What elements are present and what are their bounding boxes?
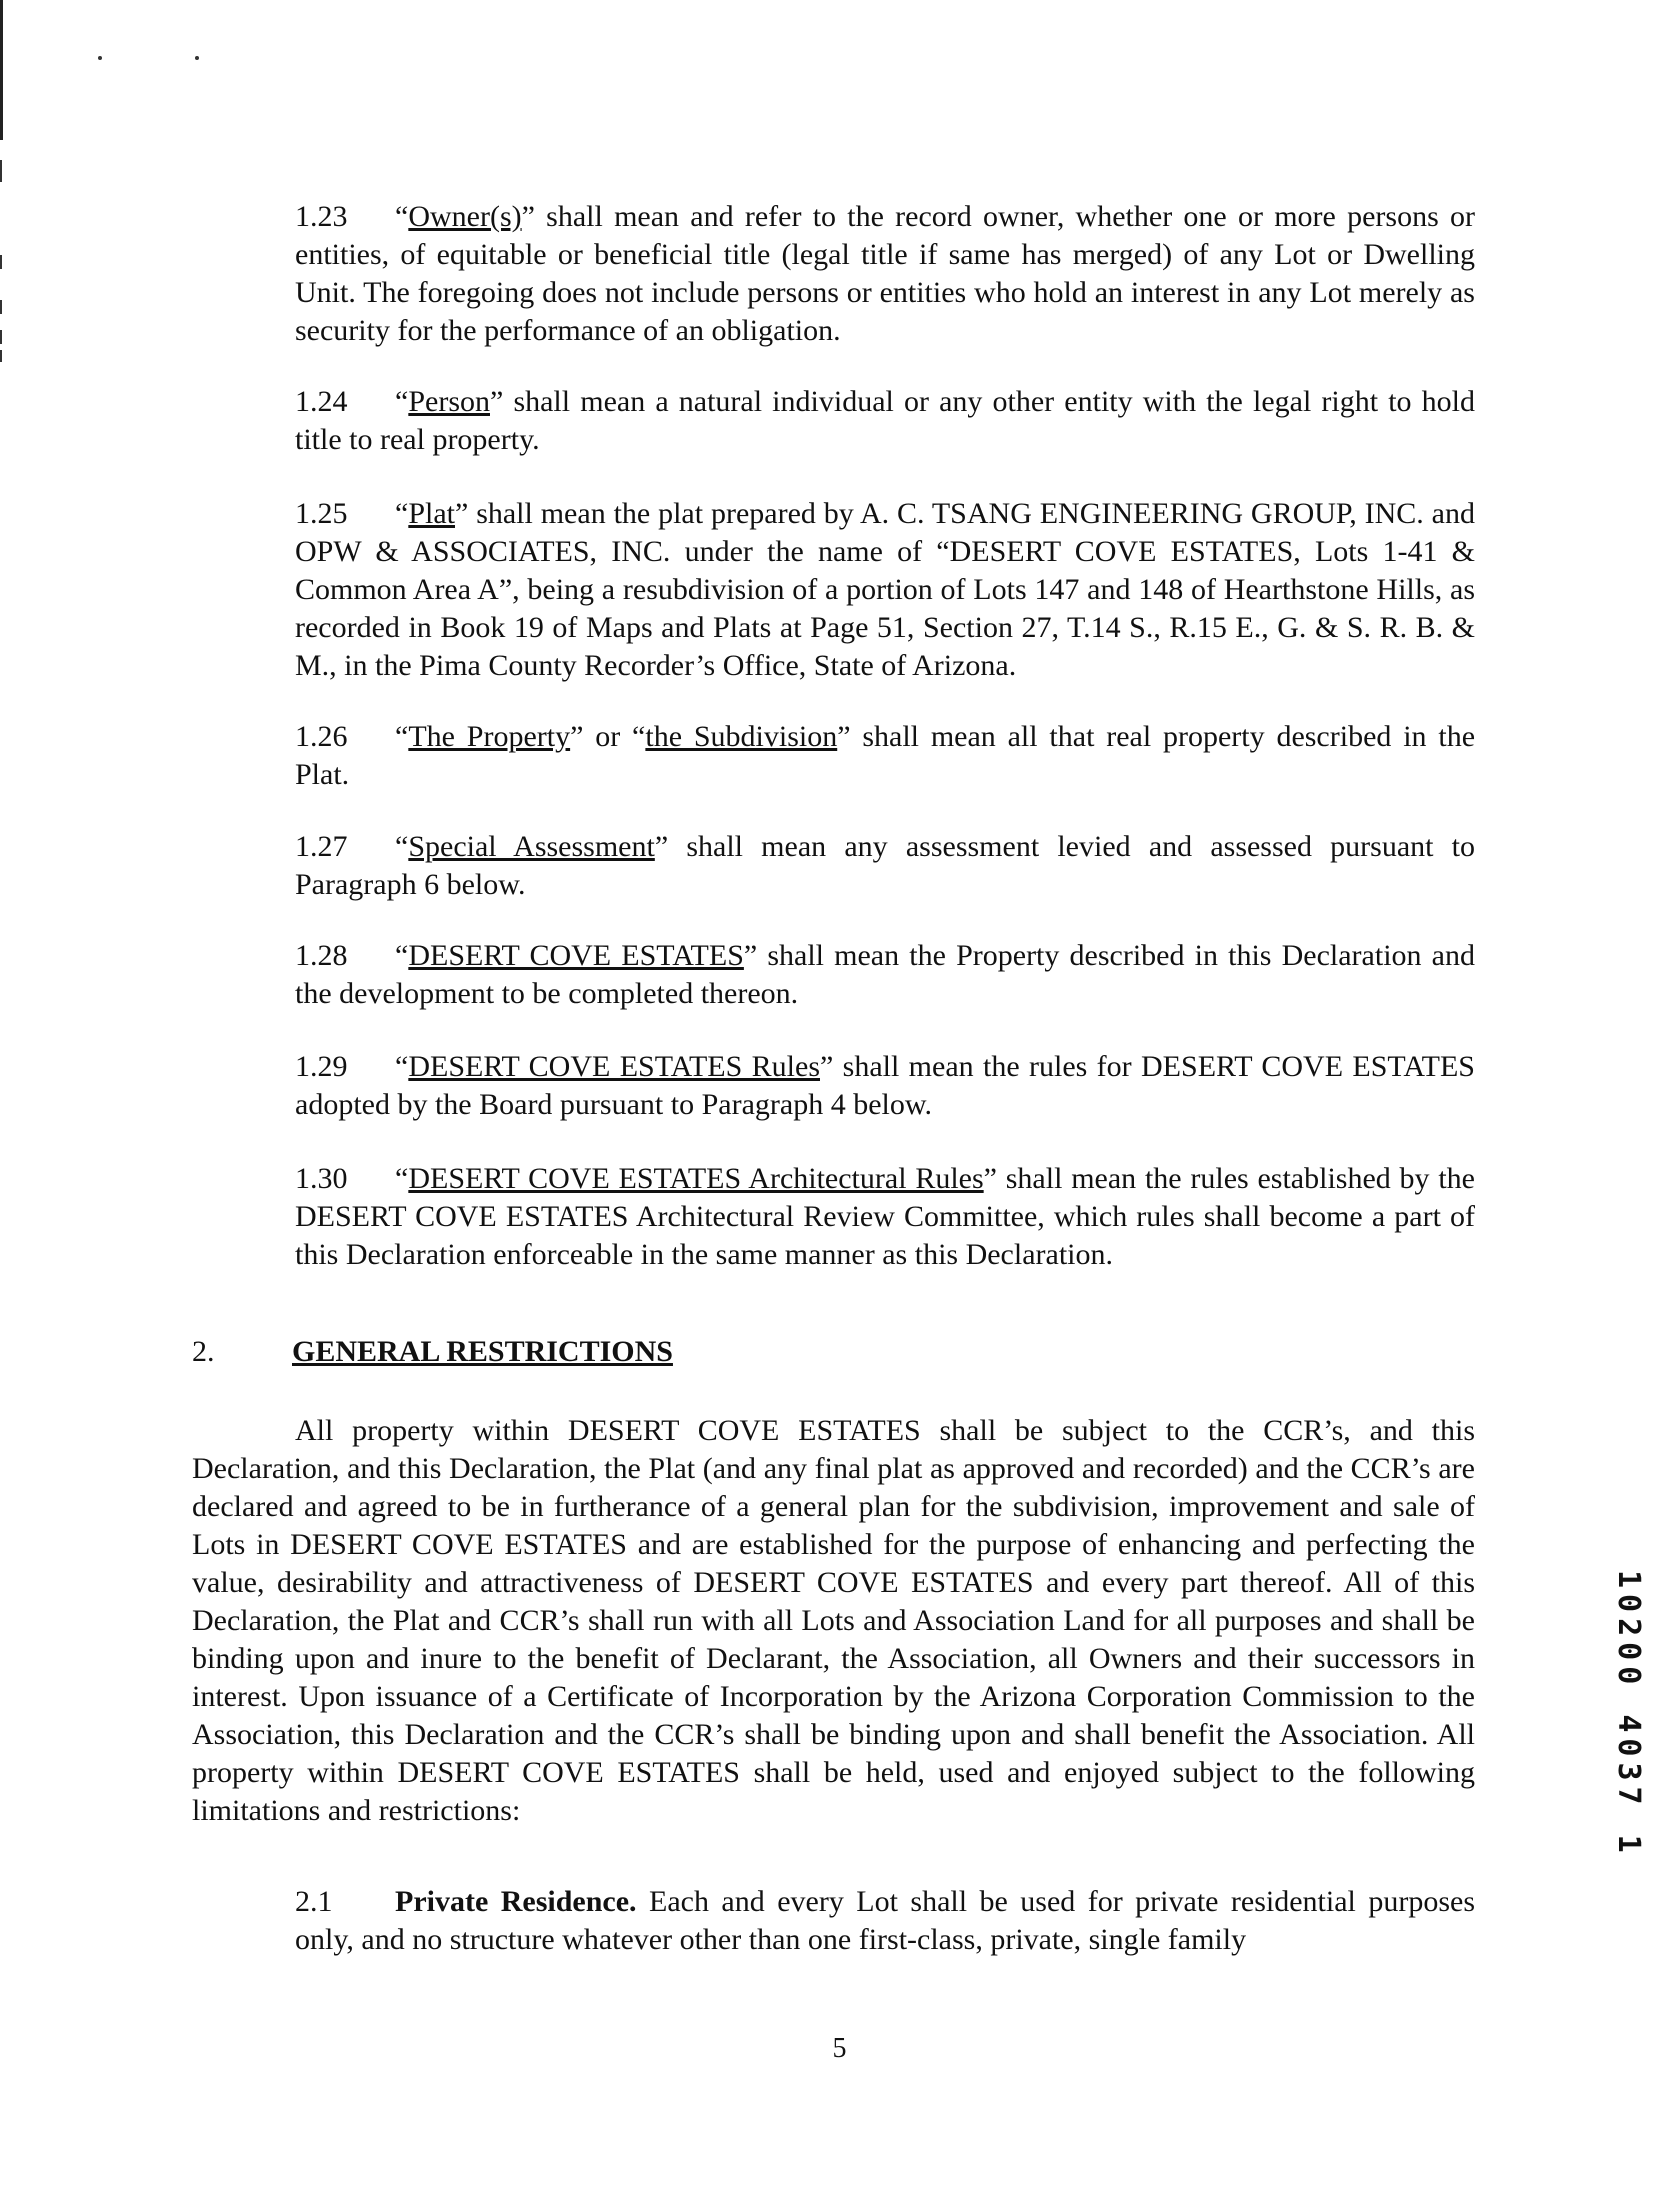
- defined-term: Person: [408, 385, 490, 418]
- defined-term: The Property: [408, 720, 571, 753]
- general-paragraph-text: All property within DESERT COVE ESTATES shall be subject to the CCR’s, and this Declaration, and this Declaration, the Plat (and any final plat as approved and recorded) and the CCR’s are declared and agreed to be in furtherance of a general plan for the subdivision, improvement and sale of Lots in DESERT COVE ESTATES and are established for the purpose of enhancing and perfecting the value, desirability and attractiveness of DESERT COVE ESTATES and every part thereof. All of this Declaration, the Plat and CCR’s shall run with all Lots and Association Land for all purposes and shall be binding upon and inure to the benefit of Declarant, the Association, all Owners and their successors in interest. Upon issuance of a Certificate of Incorporation by the Arizona Corporation Commission to the Association, this Declaration and the CCR’s shall be binding upon and shall benefit the Association. All property within DESERT COVE ESTATES shall be held, used and enjoyed subject to the following limitations and restrictions:: [192, 1414, 1475, 1827]
- scan-edge-dash: [0, 350, 2, 362]
- page-number: 5: [832, 2033, 847, 2064]
- definition-text: ” shall mean the Property described in this Declaration and the development to be completed thereon.: [295, 939, 1475, 1010]
- section-number: 1.30: [295, 1162, 348, 1195]
- recording-stamp: [1610, 1570, 1650, 1870]
- definition-text: “: [395, 830, 409, 863]
- definition-text: “: [395, 1162, 409, 1195]
- definition-text: “: [395, 1050, 409, 1083]
- section-number: 2.1: [295, 1885, 333, 1918]
- scan-edge-dash: [0, 330, 2, 344]
- heading-title: GENERAL RESTRICTIONS: [292, 1335, 673, 1368]
- section-1-23: [295, 198, 1475, 350]
- section-2-1: [295, 1883, 1475, 1959]
- scan-edge-dash: [0, 160, 2, 182]
- defined-term: Owner(s): [408, 200, 522, 233]
- section-number: 1.29: [295, 1050, 348, 1083]
- section-number: 1.23: [295, 200, 348, 233]
- defined-term: Special Assessment: [408, 830, 655, 863]
- subsection-text: Each and every Lot shall be used for private residential purposes only, and no structure whatever other than one first-class, private, single family: [295, 1885, 1475, 1956]
- definition-text: ” shall mean any assessment levied and assessed pursuant to Paragraph 6 below.: [295, 830, 1475, 901]
- scan-edge-line: [0, 0, 3, 140]
- section-1-26: [295, 718, 1475, 794]
- subsection-title: Private Residence.: [395, 1885, 637, 1918]
- scan-edge-dash: [0, 255, 2, 269]
- definition-text: ” shall mean the rules established by the DESERT COVE ESTATES Architectural Review Committee, which rules shall become a part of this Declaration enforceable in the same manner as this Declaration.: [295, 1162, 1475, 1271]
- defined-term: the Subdivision: [645, 720, 838, 753]
- scan-speck: [195, 56, 199, 60]
- definition-text: ” shall mean the rules for DESERT COVE ESTATES adopted by the Board pursuant to Paragraph 4 below.: [295, 1050, 1475, 1121]
- defined-term: DESERT COVE ESTATES: [408, 939, 744, 972]
- defined-term: Plat: [408, 497, 455, 530]
- definition-text: ” shall mean and refer to the record owner, whether one or more persons or entities, of equitable or beneficial title (legal title if same has merged) of any Lot or Dwelling Unit. The foregoing does not include persons or entities who hold an interest in any Lot merely as security for the performance of an obligation.: [295, 200, 1475, 347]
- section-1-29: [295, 1048, 1475, 1124]
- section-1-28: [295, 937, 1475, 1013]
- definition-text: “: [395, 720, 409, 753]
- section-1-24: [295, 383, 1475, 459]
- definition-text: “: [395, 939, 409, 972]
- section-number: 1.26: [295, 720, 348, 753]
- definition-text: ” or “: [570, 720, 646, 753]
- definition-text: ” shall mean the plat prepared by A. C. TSANG ENGINEERING GROUP, INC. and OPW & ASSOCIATES, INC. under the name of “DESERT COVE ESTATES, Lots 1-41 & Common Area A”, being a resubdivision of a portion of Lots 147 and 148 of Hearthstone Hills, as recorded in Book 19 of Maps and Plats at Page 51, Section 27, T.14 S., R.15 E., G. & S. R. B. & M., in the Pima County Recorder’s Office, State of Arizona.: [295, 497, 1475, 682]
- defined-term: DESERT COVE ESTATES Rules: [408, 1050, 820, 1083]
- definition-text: ” shall mean all that real property described in the Plat.: [295, 720, 1476, 791]
- general-restrictions-paragraph: [192, 1412, 1475, 1830]
- recording-stamp-text: 10200 4037 1: [1611, 1570, 1646, 1859]
- section-number: 1.27: [295, 830, 348, 863]
- scan-edge-dash: [0, 300, 2, 314]
- section-1-25: [295, 495, 1475, 685]
- section-number: 1.28: [295, 939, 348, 972]
- definition-text: ” shall mean a natural individual or any other entity with the legal right to hold title to real property.: [295, 385, 1475, 456]
- section-1-30: [295, 1160, 1475, 1274]
- definition-text: “: [395, 385, 409, 418]
- section-heading: [192, 1333, 673, 1371]
- section-number: 1.24: [295, 385, 348, 418]
- section-number: 1.25: [295, 497, 348, 530]
- scan-speck: [98, 56, 102, 60]
- definition-text: “: [395, 200, 409, 233]
- defined-term: DESERT COVE ESTATES Architectural Rules: [408, 1162, 984, 1195]
- heading-number: 2.: [192, 1335, 215, 1368]
- definition-text: “: [395, 497, 409, 530]
- section-1-27: [295, 828, 1475, 904]
